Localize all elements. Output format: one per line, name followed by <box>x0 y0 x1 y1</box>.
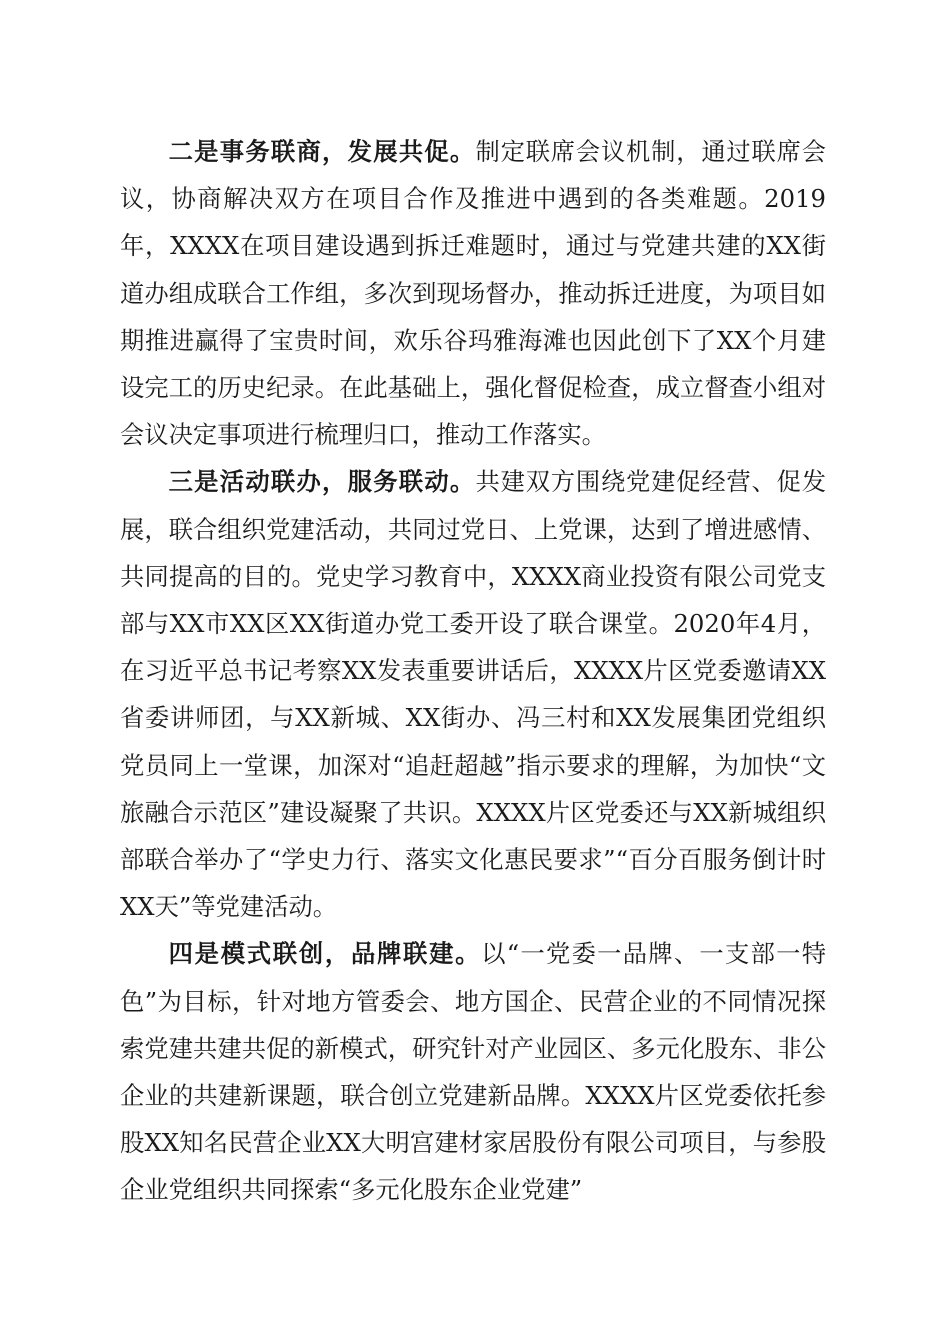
paragraph-body-text: 制定联席会议机制，通过联席会议，协商解决双方在项目合作及推进中遇到的各类难题。2019年，XXXX在项目建设遇到拆迁难题时，通过与党建共建的XX街道办组成联合工作组，多次到现场督办，推动拆迁进度，为项目如期推进赢得了宝贵时间，欢乐谷玛雅海滩也因此创下了XX个月建设完工的历史纪录。在此基础上，强化督促检查，成立督查小组对会议决定事项进行梳理归口，推动工作落实。 <box>120 137 826 450</box>
paragraph-body-text: 以“一党委一品牌、一支部一特色”为目标，针对地方管委会、地方国企、民营企业的不同情况探索党建共建共促的新模式，研究针对产业园区、多元化股东、非公企业的共建新课题，联合创立党建新品牌。XXXX片区党委依托参股XX知名民营企业XX大明宫建材家居股份有限公司项目，与参股企业党组织共同探索“多元化股东企业党建” <box>120 939 826 1205</box>
paragraph-huodong-lianban <box>120 458 826 930</box>
paragraph-moshi-lianchuang <box>120 930 826 1213</box>
paragraph-lead-heading: 二是事务联商，发展共促。 <box>168 137 476 166</box>
document-body <box>120 128 826 1214</box>
paragraph-body-text: 共建双方围绕党建促经营、促发展，联合组织党建活动，共同过党日、上党课，达到了增进感情、共同提高的目的。党史学习教育中，XXXX商业投资有限公司党支部与XX市XX区XX街道办党工委开设了联合课堂。2020年4月，在习近平总书记考察XX发表重要讲话后，XXXX片区党委邀请XX省委讲师团，与XX新城、XX街办、冯三村和XX发展集团党组织党员同上一堂课，加深对“追赶超越”指示要求的理解，为加快“文旅融合示范区”建设凝聚了共识。XXXX片区党委还与XX新城组织部联合举办了“学史力行、落实文化惠民要求”“百分百服务倒计时XX天”等党建活动。 <box>120 467 826 922</box>
paragraph-shiwu-lianshang <box>120 128 826 458</box>
paragraph-lead-heading: 四是模式联创，品牌联建。 <box>168 939 482 969</box>
paragraph-lead-heading: 三是活动联办，服务联动。 <box>168 467 476 497</box>
